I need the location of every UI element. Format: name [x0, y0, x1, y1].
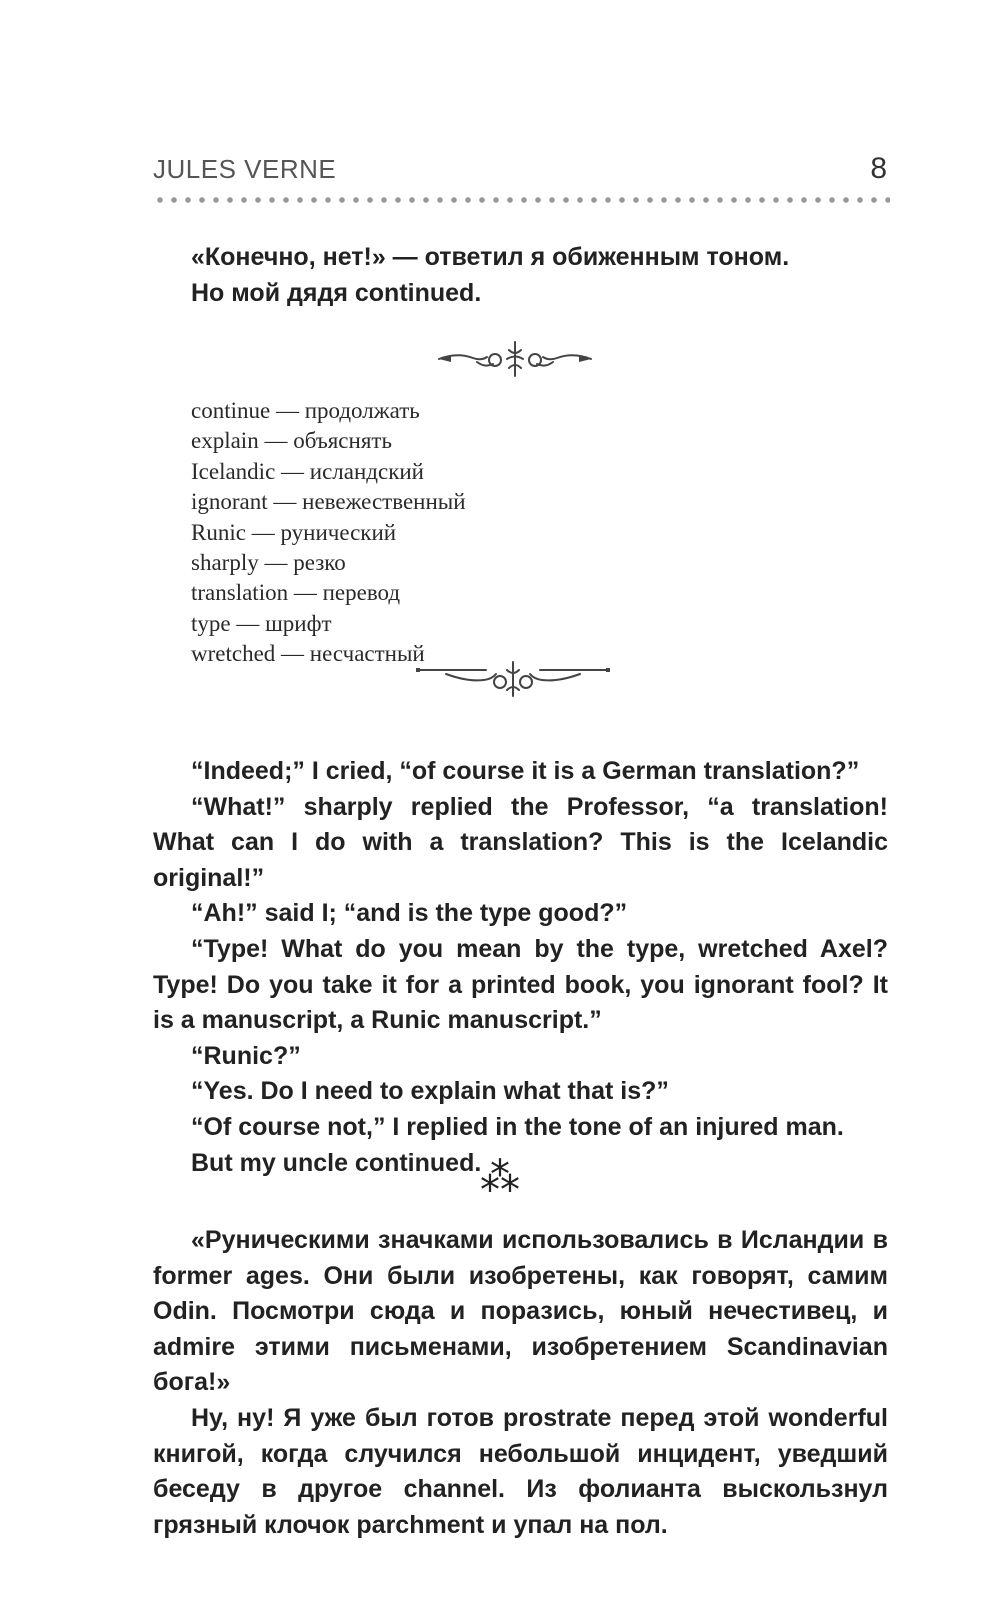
paragraph: “What!” sharply replied the Professor, “a translation! What can I do with a translation? This is the Icelandic original!”	[153, 792, 888, 892]
vocab-item: Runic — рунический	[191, 519, 397, 545]
asterism-icon: ⁂	[480, 1155, 520, 1201]
page-number: 8	[870, 152, 887, 185]
running-header	[153, 148, 887, 188]
paragraph: But my uncle continued.	[191, 1148, 482, 1177]
vocab-item: Icelandic — исландский	[191, 458, 424, 484]
russian-paragraphs-top	[153, 240, 888, 311]
paragraph: Ну, ну! Я уже был готов prostrate перед этой wonderful книгой, когда случился небольшой инцидент, уведший беседу в другое channel. Из фолианта выскользнул грязный клочок parchment и упал на пол.	[153, 1403, 888, 1539]
paragraph: “Indeed;” I cried, “of course it is a German translation?”	[191, 757, 860, 785]
paragraph: “Runic?”	[191, 1041, 301, 1070]
english-passage	[153, 754, 888, 1181]
vocab-item: translation — перевод	[191, 580, 401, 606]
dotted-divider	[153, 196, 890, 204]
vocab-item: continue — продолжать	[191, 398, 420, 423]
vocab-item: wretched — несчастный	[191, 641, 425, 667]
paragraph: Но мой дядя continued.	[191, 278, 482, 307]
vocabulary-list	[191, 396, 466, 670]
vocab-item: sharply — резко	[191, 550, 346, 576]
ornament-top-icon	[437, 340, 593, 378]
paragraph: “Of course not,” I replied in the tone of an injured man.	[191, 1112, 844, 1141]
vocab-item: explain — объяснять	[191, 428, 392, 454]
paragraph: “Type! What do you mean by the type, wretched Axel? Type! Do you take it for a printed book, you ignorant fool? It is a manuscript, a Runic manuscript.”	[153, 934, 888, 1035]
vocab-item: ignorant — невежественный	[191, 489, 466, 515]
paragraph: “Yes. Do I need to explain what that is?”	[191, 1077, 669, 1106]
ornament-bottom-icon	[416, 660, 610, 698]
paragraph: «Конечно, нет!» — ответил я обиженным тоном.	[191, 243, 790, 271]
russian-paragraphs-bottom	[153, 1223, 888, 1543]
vocab-item: type — шрифт	[191, 610, 332, 636]
paragraph: «Руническими значками использовались в Исландии в former ages. Они были изобретены, как говорят, самим Odin. Посмотри сюда и поразись, юный нечестивец, и admire этими письменами, изобретением Scandinavian бога!»	[153, 1226, 888, 1397]
paragraph: “Ah!” said I; “and is the type good?”	[191, 899, 628, 928]
author-name: JULES VERNE	[153, 154, 337, 184]
